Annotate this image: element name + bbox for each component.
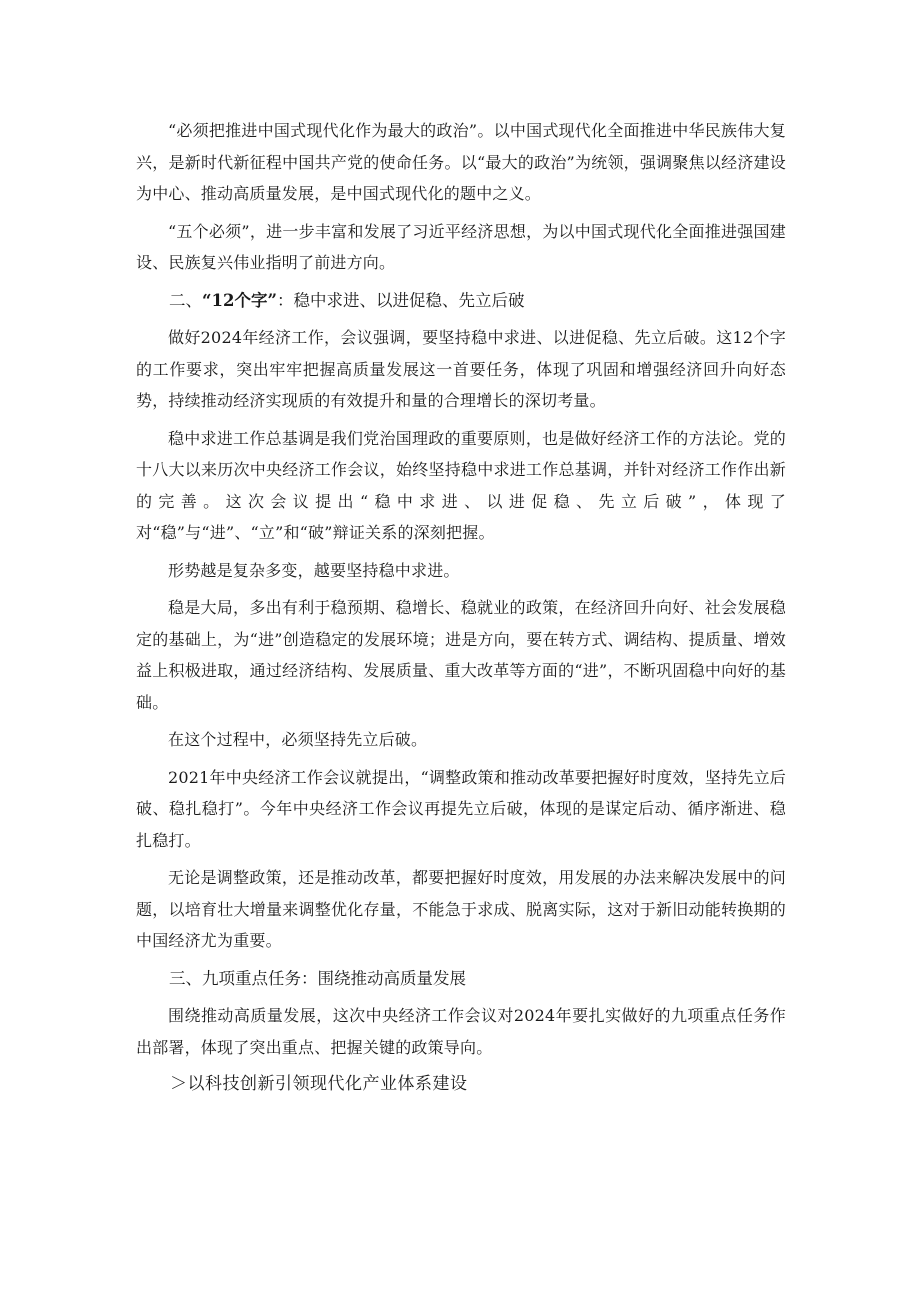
heading-prefix: 二、 — [169, 290, 202, 310]
paragraph: 做好2024年经济工作，会议强调，要坚持稳中求进、以进促稳、先立后破。这12个字的工作要求，突出牢牢把握高质量发展这一首要任务，体现了巩固和增强经济回升向好态势，持续推动经济实现质的有效提升和量的合理增长的深切考量。 — [136, 328, 786, 410]
paragraph: “必须把推进中国式现代化作为最大的政治”。以中国式现代化全面推进中华民族伟大复兴，是新时代新征程中国共产党的使命任务。以“最大的政治”为统领，强调聚焦以经济建设为中心、推动高质量发展，是中国式现代化的题中之义。 — [136, 121, 786, 203]
paragraph: 形势越是复杂多变，越要坚持稳中求进。 — [168, 560, 460, 580]
section-heading-2 — [136, 285, 786, 317]
paragraph: “五个必须”，进一步丰富和发展了习近平经济思想，为以中国式现代化全面推进强国建设、民族复兴伟业指明了前进方向。 — [136, 221, 786, 272]
document-body — [136, 115, 786, 1101]
heading-bold-term: “12个字” — [202, 290, 277, 310]
subsection-heading: ＞以科技创新引领现代化产业体系建设 — [170, 1074, 468, 1094]
paragraph: 无论是调整政策，还是推动改革，都要把握好时度效，用发展的办法来解决发展中的问题，以培育壮大增量来调整优化存量，不能急于求成、脱离实际，这对于新旧动能转换期的中国经济尤为重要。 — [136, 868, 786, 950]
paragraph: 稳是大局，多出有利于稳预期、稳增长、稳就业的政策，在经济回升向好、社会发展稳定的基础上，为“进”创造稳定的发展环境；进是方向，要在转方式、调结构、提质量、增效益上积极进取，通过经济结构、发展质量、重大改革等方面的“进”，不断巩固稳中向好的基础。 — [136, 598, 786, 712]
section-heading-3: 三、九项重点任务：围绕推动高质量发展 — [169, 968, 466, 988]
paragraph: 稳中求进工作总基调是我们党治国理政的重要原则，也是做好经济工作的方法论。党的十八大以来历次中央经济工作会议，始终坚持稳中求进工作总基调，并针对经济工作作出新的完善。这次会议提出“稳中求进、以进促稳、先立后破”，体现了对“稳”与“进”、“立”和“破”辩证关系的深刻把握。 — [136, 428, 786, 542]
heading-rest: ：稳中求进、以进促稳、先立后破 — [276, 290, 525, 310]
paragraph: 在这个过程中，必须坚持先立后破。 — [168, 730, 428, 749]
paragraph: 围绕推动高质量发展，这次中央经济工作会议对2024年要扎实做好的九项重点任务作出部署，体现了突出重点、把握关键的政策导向。 — [136, 1006, 786, 1057]
paragraph: 2021年中央经济工作会议就提出，“调整政策和推动改革要把握好时度效，坚持先立后破、稳扎稳打”。今年中央经济工作会议再提先立后破，体现的是谋定后动、循序渐进、稳扎稳打。 — [136, 767, 786, 850]
